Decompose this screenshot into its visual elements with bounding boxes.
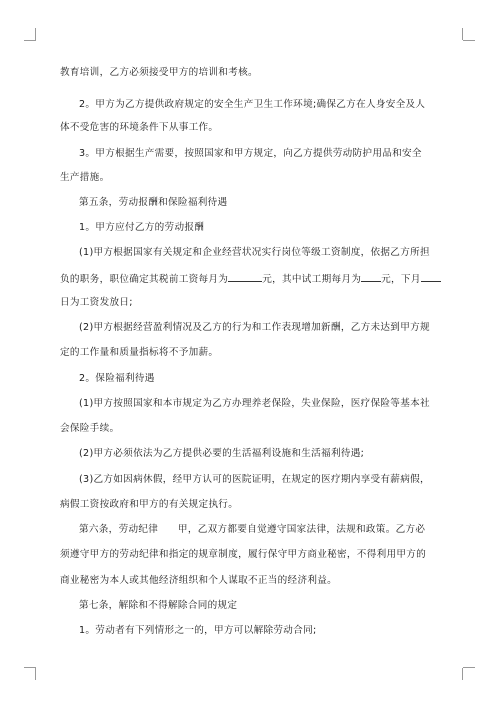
paragraph-line-with-blanks — [60, 271, 444, 287]
next-month-text: 元，下月 — [381, 274, 421, 285]
crop-mark-bottom-right — [462, 668, 463, 680]
paragraph-line: 2。甲方为乙方提供政府规定的安全生产卫生工作环境;确保乙方在人身安全及人 — [79, 99, 426, 110]
crop-mark-bottom-left — [35, 668, 36, 680]
section-heading: 第七条，解除和不得解除合同的规定 — [79, 600, 238, 611]
salary-text: 负的职务，职位确定其税前工资每月为 — [60, 274, 229, 285]
paragraph-line: 3。甲方根据生产需要，按照国家和甲方规定，向乙方提供劳动防护用品和安全 — [79, 148, 422, 159]
paragraph-line: 1。劳动者有下列情形之一的，甲方可以解除劳动合同; — [79, 625, 317, 636]
paragraph-line: 体不受危害的环境条件下从事工作。 — [60, 122, 219, 133]
paragraph-line: 1。甲方应付乙方的劳动报酬 — [79, 222, 205, 233]
paragraph-line: 2。保险福利待遇 — [79, 373, 155, 384]
crop-mark-top-left — [35, 28, 36, 40]
section-heading: 第五条，劳动报酬和保险福利待遇 — [79, 197, 228, 208]
paragraph-line: (3)乙方如因病休假，经甲方认可的医院证明，在规定的医疗期内享受有薪病假， — [79, 474, 430, 485]
paragraph-line: 教育培训，乙方必须接受甲方的培训和考核。 — [60, 67, 258, 78]
paragraph-line: (1)甲方根据国家有关规定和企业经营状况实行岗位等级工资制度，依据乙方所担 — [79, 247, 430, 258]
paragraph-line: 定的工作量和质量指标将不予加薪。 — [60, 347, 219, 358]
section-heading: 第六条，劳动纪律 甲，乙双方都要自觉遵守国家法律，法规和政策。乙方必 — [79, 524, 426, 535]
crop-mark-top-right — [462, 28, 463, 40]
crop-mark-bottom-right-h — [463, 667, 475, 668]
salary-blank — [228, 271, 262, 282]
paragraph-line: 生产措施。 — [60, 172, 110, 183]
paragraph-line: (2)甲方根据经营盈利情况及乙方的行为和工作表现增加新酬，乙方未达到甲方规 — [79, 322, 430, 333]
paragraph-line: 病假工资按政府和甲方的有关规定执行。 — [60, 499, 239, 510]
crop-mark-top-right-h — [463, 40, 475, 41]
paragraph-line: 须遵守甲方的劳动纪律和指定的规章制度，履行保守甲方商业秘密，不得利用甲方的 — [60, 549, 427, 560]
paragraph-line: 日为工资发放日; — [60, 297, 133, 308]
paragraph-line: 会保险手续。 — [60, 423, 120, 434]
trial-salary-text: 元，其中试工期每月为 — [262, 274, 362, 285]
trial-salary-blank — [361, 271, 381, 282]
paragraph-line: 商业秘密为本人或其他经济组织和个人谋取不正当的经济利益。 — [60, 575, 338, 586]
crop-mark-bottom-left-h — [24, 667, 36, 668]
crop-mark-top-left-h — [24, 40, 36, 41]
payday-blank — [421, 271, 441, 282]
paragraph-line: (1)甲方按照国家和本市规定为乙方办理养老保险，失业保险，医疗保险等基本社 — [79, 398, 430, 409]
paragraph-line: (2)甲方必须依法为乙方提供必要的生活福利设施和生活福利待遇; — [79, 448, 365, 459]
